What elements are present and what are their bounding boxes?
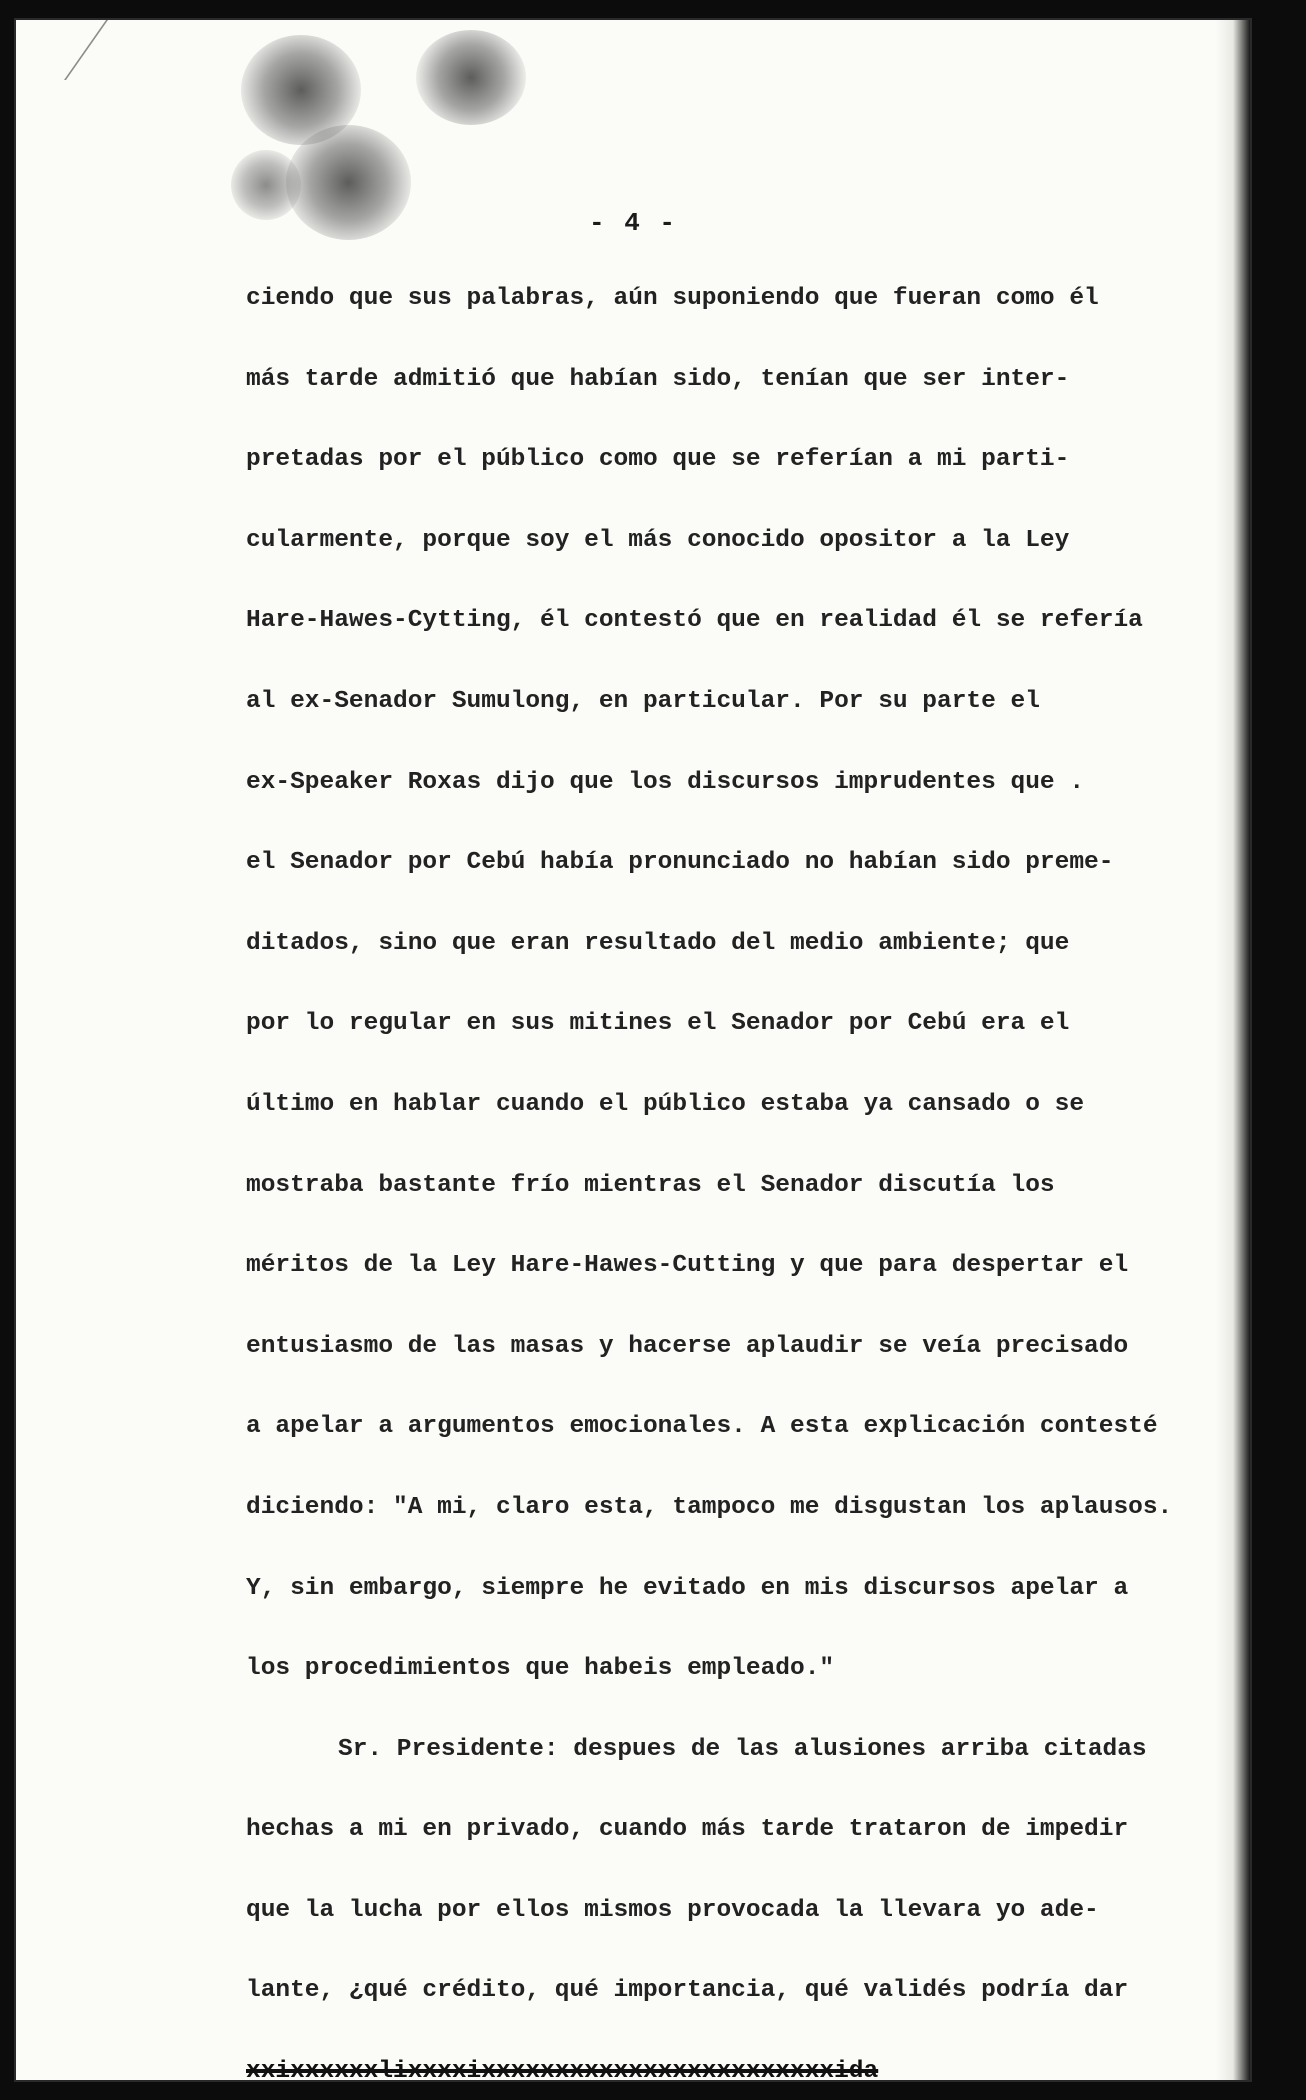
text-line: cularmente, porque soy el más conocido opositor a la Ley <box>246 526 1070 554</box>
text-line: mostraba bastante frío mientras el Senador discutía los <box>246 1171 1055 1199</box>
text-line: que la lucha por ellos mismos provocada la llevara yo ade- <box>246 1896 1099 1924</box>
typed-body-text <box>246 286 1252 2082</box>
text-line: a apelar a argumentos emocionales. A esta explicación contesté <box>246 1413 1158 1441</box>
text-line: hechas a mi en privado, cuando más tarde trataron de impedir <box>246 1816 1129 1844</box>
document-page <box>14 18 1252 2082</box>
text-line: Sr. Presidente: despues de las alusiones arriba citadas <box>338 1735 1147 1763</box>
text-line: Y, sin embargo, siempre he evitado en mis discursos apelar a <box>246 1574 1129 1602</box>
text-line: lante, ¿qué crédito, qué importancia, qué validés podría dar <box>246 1977 1129 2005</box>
text-line: último en hablar cuando el público estaba ya cansado o se <box>246 1090 1085 1118</box>
text-line: Hare-Hawes-Cytting, él contestó que en realidad él se refería <box>246 607 1143 635</box>
text-line: pretadas por el público como que se referían a mi parti- <box>246 446 1070 474</box>
text-line: por lo regular en sus mitines el Senador por Cebú era el <box>246 1010 1070 1038</box>
text-line: los procedimientos que habeis empleado." <box>246 1655 835 1683</box>
text-line: diciendo: "A mi, claro esta, tampoco me disgustan los aplausos. <box>246 1493 1173 1521</box>
torn-corner <box>14 20 108 80</box>
text-line: más tarde admitió que habían sido, tenían que ser inter- <box>246 365 1070 393</box>
text-line: méritos de la Ley Hare-Hawes-Cutting y que para despertar el <box>246 1252 1129 1280</box>
text-line: al ex-Senador Sumulong, en particular. Por su parte el <box>246 687 1040 715</box>
text-line: entusiasmo de las masas y hacerse aplaudir se veía precisado <box>246 1332 1129 1360</box>
struck-through-line: xxixxxxxxlixxxxixxxxxxxxxxxxxxxxxxxxxxxxida <box>246 2058 879 2082</box>
page-number: - 4 - <box>588 208 677 238</box>
text-line: el Senador por Cebú había pronunciado no habían sido preme- <box>246 849 1114 877</box>
ink-smudge <box>416 30 526 125</box>
text-line: ex-Speaker Roxas dijo que los discursos imprudentes que . <box>246 768 1085 796</box>
text-line: ditados, sino que eran resultado del medio ambiente; que <box>246 929 1070 957</box>
text-line: ciendo que sus palabras, aún suponiendo que fueran como él <box>246 285 1099 312</box>
